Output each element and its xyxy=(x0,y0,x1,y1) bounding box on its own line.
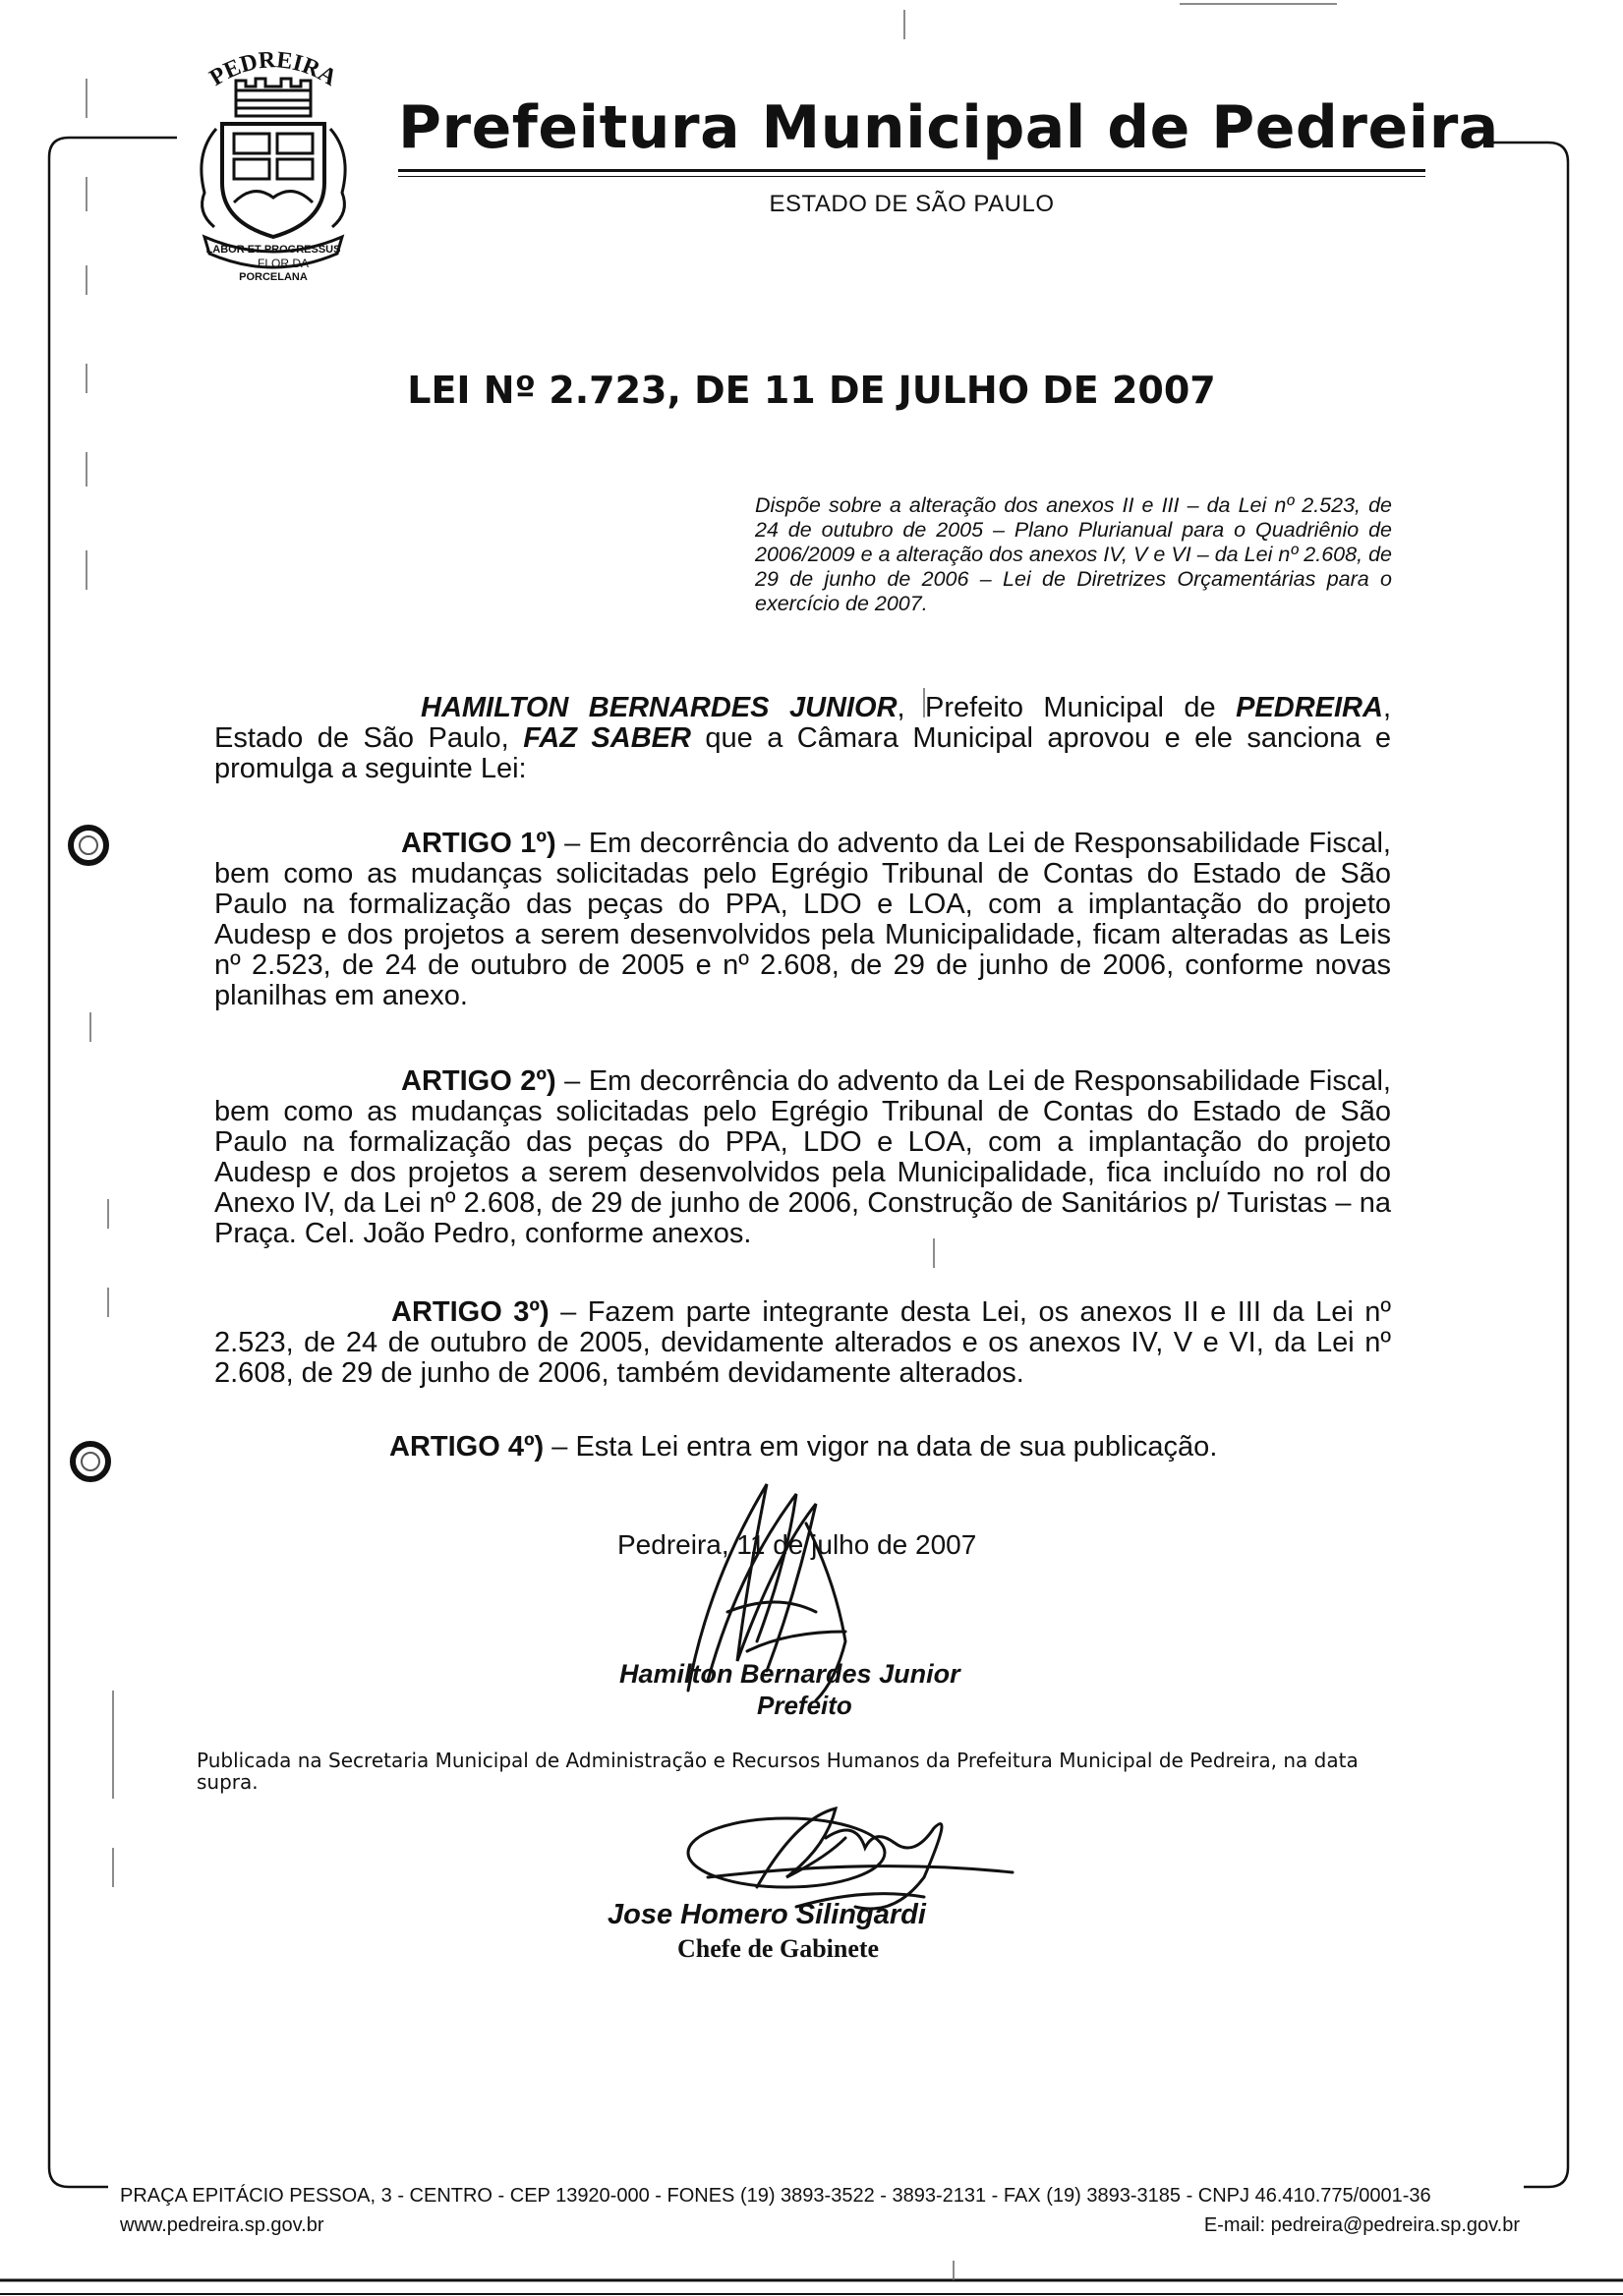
article-label: ARTIGO 3º) xyxy=(391,1296,550,1328)
chief-role: Chefe de Gabinete xyxy=(677,1934,880,1963)
article-2 xyxy=(214,1066,1391,1249)
organization-title: Prefeitura Municipal de Pedreira xyxy=(398,93,1499,162)
article-text: – Fazem parte integrante desta Lei, os anexos II e III da Lei nº 2.523, de 24 de outubro de 2005, devidamente alterados e os anexos IV, V e VI, da Lei nº 2.608, de 29 de junho de 2006, também devidamente alterados. xyxy=(214,1296,1391,1389)
article-label: ARTIGO 2º) xyxy=(401,1065,556,1097)
organization-state: ESTADO DE SÃO PAULO xyxy=(769,191,1055,217)
law-title: LEI Nº 2.723, DE 11 DE JULHO DE 2007 xyxy=(407,369,1216,412)
signer-role: Prefeito xyxy=(757,1691,852,1720)
title-rule xyxy=(398,169,1425,172)
place-and-date: Pedreira, 11 de julho de 2007 xyxy=(617,1529,977,1560)
footer-email[interactable]: E-mail: pedreira@pedreira.sp.gov.br xyxy=(1203,2214,1520,2236)
crest-caption-1: FLOR DA xyxy=(257,257,310,270)
crest-caption-2: PORCELANA xyxy=(239,271,308,281)
title-rule-thin xyxy=(398,176,1425,177)
crest-top-text: PEDREIRA xyxy=(204,47,341,91)
chief-name: Jose Homero Silingardi xyxy=(608,1899,926,1930)
publication-note: Publicada na Secretaria Municipal de Administração e Recursos Humanos da Prefeitura Municipal de Pedreira, na data supra. xyxy=(197,1749,1359,1794)
article-text: – Esta Lei entra em vigor na data de sua publicação. xyxy=(544,1431,1218,1463)
article-label: ARTIGO 1º) xyxy=(401,828,556,859)
mayor-name: HAMILTON BERNARDES JUNIOR xyxy=(421,692,898,723)
crest-motto: LABOR ET PROGRESSUS xyxy=(205,244,341,256)
article-label: ARTIGO 4º) xyxy=(389,1431,545,1463)
article-1 xyxy=(214,829,1391,1011)
punch-hole-top xyxy=(71,828,106,863)
intro-paragraph: HAMILTON BERNARDES JUNIOR, Prefeito Municipal de PEDREIRA, Estado de São Paulo, FAZ SABER que a Câmara Municipal aprovou e ele sanciona e promulga a seguinte Lei: xyxy=(214,692,1392,784)
city-name: PEDREIRA xyxy=(1236,692,1383,723)
article-3 xyxy=(214,1297,1391,1389)
footer-website[interactable]: www.pedreira.sp.gov.br xyxy=(120,2214,324,2236)
footer-address: PRAÇA EPITÁCIO PESSOA, 3 - CENTRO - CEP 13920-000 - FONES (19) 3893-3522 - 3893-2131 - FAX (19) 3893-3185 - CNPJ 46.410.775/0001-36 xyxy=(120,2185,1431,2207)
article-text: – Em decorrência do advento da Lei de Responsabilidade Fiscal, bem como as mudanças solicitadas pelo Egrégio Tribunal de Contas do Estado de São Paulo na formalização das peças do PPA, LDO e LOA, com a implantação do projeto Audesp e dos projetos a serem desenvolvidos pela Municipalidade, ficam alteradas as Leis nº 2.523, de 24 de outubro de 2005 e nº 2.608, de 29 de junho de 2006, conforme novas planilhas em anexo. xyxy=(214,828,1391,1011)
faz-saber: FAZ SABER xyxy=(523,722,691,754)
law-summary: Dispõe sobre a alteração dos anexos II e III – da Lei nº 2.523, de 24 de outubro de 2005 – Plano Plurianual para o Quadriênio de 2006/2009 e a alteração dos anexos IV, V e VI – da Lei nº 2.608, de 29 de junho de 2006 – Lei de Diretrizes Orçamentárias para o exercício de 2007. xyxy=(755,493,1392,615)
svg-text:PEDREIRA xyxy=(205,47,341,91)
punch-hole-bottom xyxy=(73,1444,108,1479)
article-4 xyxy=(214,1432,1391,1463)
article-text: – Em decorrência do advento da Lei de Responsabilidade Fiscal, bem como as mudanças solicitadas pelo Egrégio Tribunal de Contas do Estado de São Paulo na formalização das peças do PPA, LDO e LOA, com a implantação do projeto Audesp e dos projetos a serem desenvolvidos pela Municipalidade, fica incluído no rol do Anexo IV, da Lei nº 2.608, de 29 de junho de 2006, Construção de Sanitários p/ Turistas – na Praça. Cel. João Pedro, conforme anexos. xyxy=(214,1065,1391,1249)
municipal-crest xyxy=(175,35,372,281)
signer-name: Hamilton Bernardes Junior xyxy=(619,1659,960,1689)
